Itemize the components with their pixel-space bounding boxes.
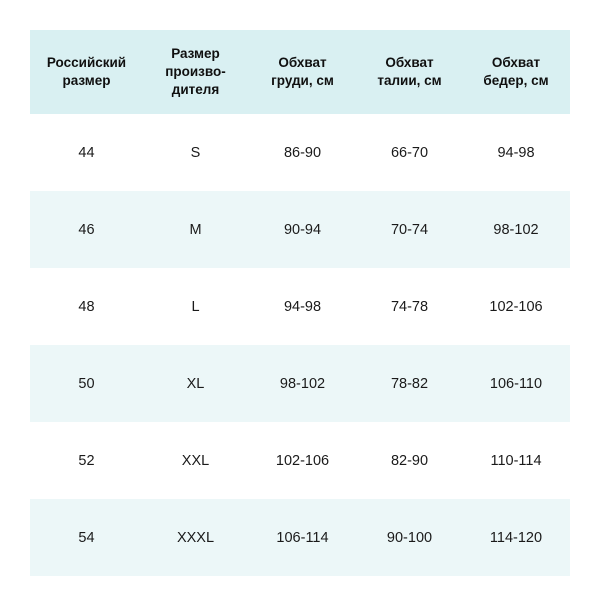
table-row (30, 114, 570, 191)
cell-waist: 82-90 (357, 422, 462, 499)
table-header (30, 30, 570, 114)
cell-hips: 94-98 (462, 114, 570, 191)
cell-hips: 110-114 (462, 422, 570, 499)
column-header-hips (462, 30, 570, 114)
cell-manufacturer-size: S (143, 114, 248, 191)
header-line: Российский (46, 55, 127, 71)
cell-chest: 102-106 (248, 422, 357, 499)
header-line: Обхват (278, 55, 327, 71)
table-row (30, 422, 570, 499)
table-row (30, 499, 570, 576)
header-line: Обхват (385, 55, 434, 71)
column-header-chest (248, 30, 357, 114)
header-line: Размер (171, 46, 220, 62)
cell-hips: 98-102 (462, 191, 570, 268)
cell-chest: 98-102 (248, 345, 357, 422)
cell-waist: 90-100 (357, 499, 462, 576)
cell-russian-size: 54 (30, 499, 143, 576)
cell-chest: 106-114 (248, 499, 357, 576)
table-body (30, 114, 570, 576)
size-table (30, 30, 570, 576)
column-header-manufacturer-size (143, 30, 248, 114)
column-header-russian-size (30, 30, 143, 114)
header-line: бедер, см (483, 73, 549, 88)
header-line: дителя (171, 81, 220, 97)
table-row (30, 268, 570, 345)
cell-manufacturer-size: XXL (143, 422, 248, 499)
cell-manufacturer-size: XL (143, 345, 248, 422)
cell-chest: 94-98 (248, 268, 357, 345)
cell-manufacturer-size: M (143, 191, 248, 268)
table-row (30, 191, 570, 268)
cell-hips: 102-106 (462, 268, 570, 345)
header-line: произво- (165, 64, 226, 80)
header-row (30, 30, 570, 114)
cell-chest: 86-90 (248, 114, 357, 191)
cell-russian-size: 46 (30, 191, 143, 268)
cell-chest: 90-94 (248, 191, 357, 268)
cell-waist: 70-74 (357, 191, 462, 268)
header-line: груди, см (271, 73, 334, 88)
cell-hips: 106-110 (462, 345, 570, 422)
column-header-waist (357, 30, 462, 114)
cell-waist: 74-78 (357, 268, 462, 345)
table-row (30, 345, 570, 422)
header-line: Обхват (491, 55, 541, 71)
cell-waist: 78-82 (357, 345, 462, 422)
header-line: талии, см (377, 73, 442, 88)
cell-waist: 66-70 (357, 114, 462, 191)
header-line: размер (62, 73, 111, 88)
cell-manufacturer-size: L (143, 268, 248, 345)
cell-manufacturer-size: XXXL (143, 499, 248, 576)
cell-russian-size: 52 (30, 422, 143, 499)
cell-russian-size: 48 (30, 268, 143, 345)
cell-hips: 114-120 (462, 499, 570, 576)
cell-russian-size: 44 (30, 114, 143, 191)
cell-russian-size: 50 (30, 345, 143, 422)
